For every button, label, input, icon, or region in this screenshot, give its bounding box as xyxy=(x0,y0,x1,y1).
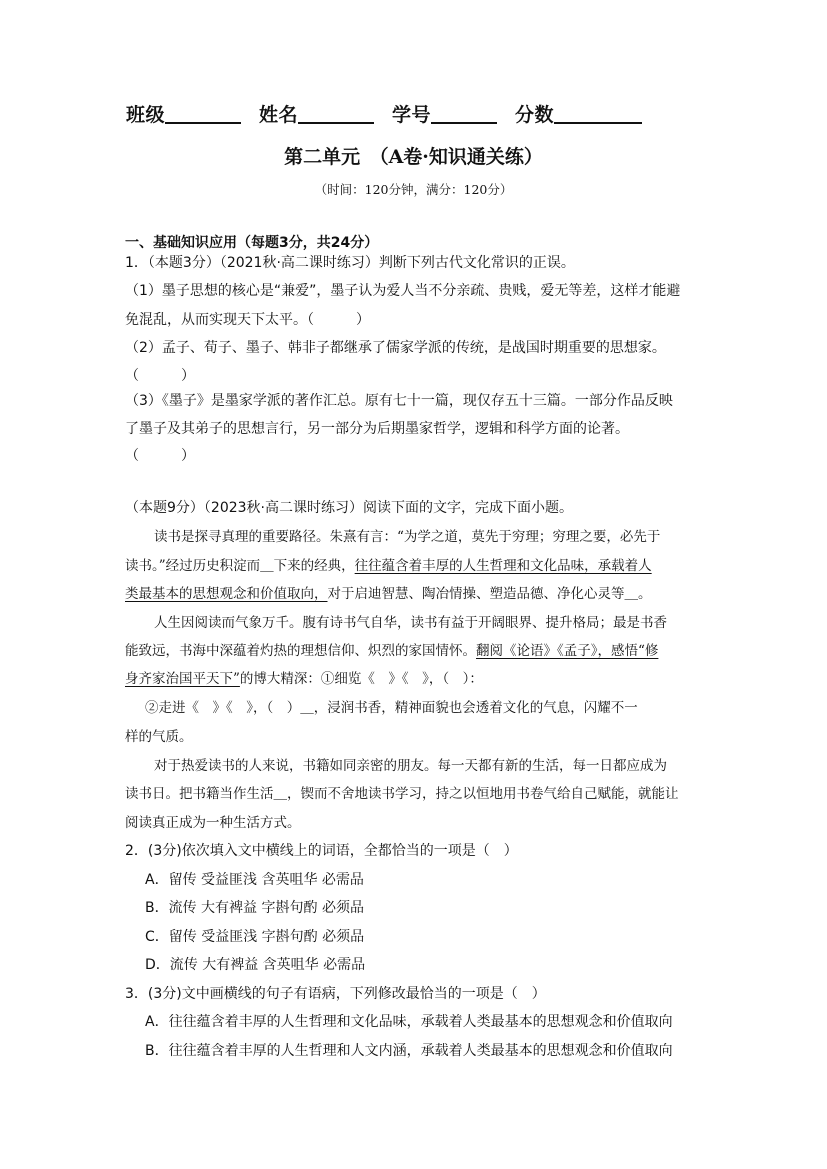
passage-p3-line3: 阅读真正成为一种生活方式。 xyxy=(125,815,301,831)
underlined-sentence-2-part2: 身齐家治国平天下” xyxy=(125,671,240,687)
section-heading: 一、基础知识应用（每题3分，共24分） xyxy=(125,235,379,251)
p1-text-a: 读书。”经过历史积淀而 xyxy=(125,558,261,574)
name-blank[interactable] xyxy=(298,102,374,124)
p2-text-a: 能致远，书海中深蕴着灼热的理想信仰、炽烈的家国情怀。 xyxy=(125,643,476,659)
blank-1: ＿ xyxy=(260,558,274,574)
passage-p3-line2 xyxy=(125,784,679,804)
score-label: 分数 xyxy=(515,104,555,126)
q1-item3-line1: （3）《墨子》是墨家学派的著作汇总。原有七十一篇，现仅存五十三篇。一部分作品反映 xyxy=(125,393,673,409)
class-label: 班级 xyxy=(126,104,166,126)
passage-p1-line3 xyxy=(125,584,652,604)
q3-stem: 3．(3分)文中画横线的句子有语病，下列修改最恰当的一项是（ ） xyxy=(125,986,546,1002)
p1-text-b: 下来的经典， xyxy=(273,558,355,574)
p2-text-b: 的博大精深：①细览《 》《 》，（ ）： xyxy=(239,671,483,687)
q2-option-a[interactable]: A．留传 受益匪浅 含英咀华 必需品 xyxy=(145,872,364,888)
p1-text-c: 对于启迪智慧、陶冶情操、塑造品德、净化心灵等 xyxy=(327,586,625,602)
p2-text-c: ②走进《 》《 》，（ ） xyxy=(145,700,301,716)
name-label: 姓名 xyxy=(259,104,299,126)
underlined-sentence-part1: 往往蕴含着丰厚的人生哲理和文化品味，承载着人 xyxy=(354,558,652,574)
p1-end: 。 xyxy=(638,586,652,602)
p3-text-b: ，锲而不舍地读书学习，持之以恒地用书卷气给自己赋能，就能让 xyxy=(287,786,679,802)
passage-p1-line2 xyxy=(125,556,652,576)
passage-p2-line5: 样的气质。 xyxy=(125,729,193,745)
blank-2: ＿ xyxy=(624,586,638,602)
passage-p2-line1: 人生因阅读而气象万千。腹有诗书气自华，读书有益于开阔眼界、提升格局；最是书香 xyxy=(154,615,667,631)
underlined-sentence-2-part1: 翻阅《论语》《孟子》，感悟“修 xyxy=(476,643,659,659)
passage-intro: （本题9分）（2023秋·高二课时练习）阅读下面的文字，完成下面小题。 xyxy=(125,500,573,516)
p2-text-d: ，浸润书香，精神面貌也会透着文化的气息，闪耀不一 xyxy=(313,700,638,716)
blank-3: ＿ xyxy=(300,700,314,716)
q3-option-b[interactable]: B．往往蕴含着丰厚的人生哲理和人文内涵，承载着人类最基本的思想观念和价值取向 xyxy=(145,1043,673,1059)
score-blank[interactable] xyxy=(554,102,642,124)
exam-title: 第二单元 （A卷·知识通关练） xyxy=(284,146,543,168)
q2-option-d[interactable]: D．流传 大有裨益 含英咀华 必需品 xyxy=(145,957,366,973)
p3-text-a: 读书日。把书籍当作生活 xyxy=(125,786,274,802)
passage-p1-line1: 读书是探寻真理的重要路径。朱熹有言：“为学之道，莫先于穷理；穷理之要，必先于 xyxy=(154,529,661,545)
q1-item3-line2: 了墨子及其弟子的思想言行，另一部分为后期墨家哲学，逻辑和科学方面的论著。 xyxy=(125,421,629,437)
q2-option-b[interactable]: B．流传 大有裨益 字斟句酌 必须品 xyxy=(145,900,364,916)
q1-item2-line2: （ ） xyxy=(125,368,195,384)
student-no-blank[interactable] xyxy=(431,102,497,124)
q1-stem: 1．（本题3分）（2021秋·高二课时练习）判断下列古代文化常识的正误。 xyxy=(125,255,575,271)
student-info-header xyxy=(126,100,642,127)
exam-subtitle: （时间：120分钟，满分：120分） xyxy=(314,182,513,197)
q2-stem: 2．(3分)依次填入文中横线上的词语，全都恰当的一项是（ ） xyxy=(125,843,518,859)
q1-item2-line1: （2）孟子、荀子、墨子、韩非子都继承了儒家学派的传统，是战国时期重要的思想家。 xyxy=(125,340,666,356)
q1-item3-line3: （ ） xyxy=(125,448,195,464)
student-no-label: 学号 xyxy=(392,104,432,126)
passage-p2-line4 xyxy=(145,698,638,718)
passage-p2-line2 xyxy=(125,641,658,661)
q3-option-a[interactable]: A．往往蕴含着丰厚的人生哲理和文化品味，承载着人类最基本的思想观念和价值取向 xyxy=(145,1014,673,1030)
passage-p2-line3 xyxy=(125,669,483,689)
passage-p3-line1: 对于热爱读书的人来说，书籍如同亲密的朋友。每一天都有新的生活，每一日都应成为 xyxy=(154,758,667,774)
q1-item1-line1: （1）墨子思想的核心是“兼爱”，墨子认为爱人当不分亲疏、贵贱，爱无等差，这样才能避 xyxy=(125,283,681,299)
class-blank[interactable] xyxy=(165,102,241,124)
underlined-sentence-part2: 类最基本的思想观念和价值取向， xyxy=(125,586,328,602)
blank-4: ＿ xyxy=(273,786,287,802)
q2-option-c[interactable]: C．留传 受益匪浅 字斟句酌 必须品 xyxy=(145,929,365,945)
q1-item1-line2: 免混乱，从而实现天下太平。（ ） xyxy=(125,312,370,328)
